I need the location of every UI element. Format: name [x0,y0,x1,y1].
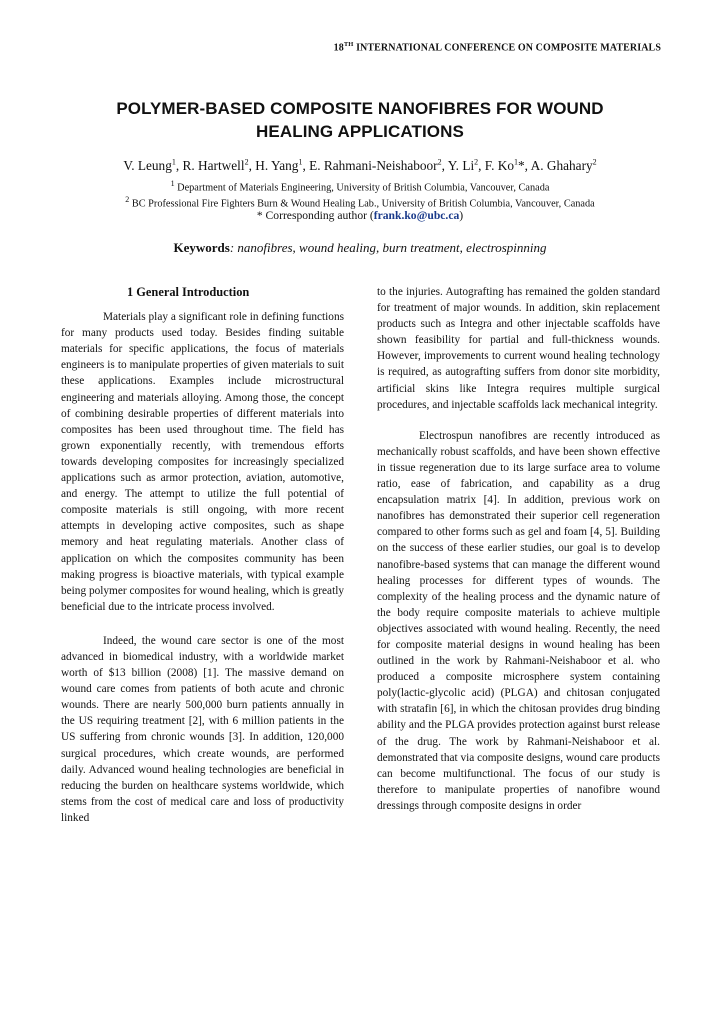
author-name: A. Ghahary [530,158,593,174]
affiliation-2 [0,195,720,209]
author-separator: , [441,158,448,174]
author [448,158,485,173]
author [255,158,309,173]
affiliation-mark: 2 [125,195,130,204]
paragraph-electrospun: Electrospun nanofibres are recently introduced as mechanically robust scaffolds, and have been shown effective in tissue regeneration due to its large surface area to volume ratio, ease of fabrication, and capability as a drug encapsulation matrix [4]. In addition, previous work on nanofibres has demonstrated their superior cell regeneration compared to other forms such as gel and foam [4, 5]. Building on the success of these earlier studies, our goal is to develop nanofibre-based systems that can manage the different wound healing processes for different types of wounds. The complexity of the healing process and the dynamic nature of the body require composite materials to achieve multiple objectives associated with wound healing. Recently, the need for composite material designs in wound healing has been outlined in the work by Rahmani-Neishaboor et al. who produced a composite microsphere system containing poly(lactic-glycolic acid) (PLGA) and chitosan conjugated with stratafin [6], in which the chitosan provides drug binding ability and the PLGA provides protection against burst release of the drug. The work by Rahmani-Neishaboor et al. demonstrated that via composite designs, wound care products can become multifunctional. The focus of our study is therefore to manipulate properties of nanofibre wound dressings through composite designs in order [377,429,660,812]
author-name: V. Leung [123,158,172,174]
corresponding-email-link[interactable]: frank.ko@ubc.ca [373,209,460,222]
author-name: E. Rahmani-Neishaboor [309,158,438,174]
affiliation-mark: 1 [170,179,175,188]
paragraph-materials: Materials play a significant role in defining functions for many products used today. Besides finding suitable materials for specific applications, the focus of materials engineers is to manipulate properties of given materials to suit these applications. Examples include microstructural engineering and materials alloying. Among those, the concept of combining desirable properties of different materials into composites has been used throughout time. The field has grown exponentially recently, with tremendous efforts towards developing composites for increasingly specialized applications such as armor protection, aviation, automotive, and energy. The attempt to utilize the full potential of composite materials is still ongoing, with more recent attempts in developing active composites, such as shape memory and heat regulating materials. Another class of application on which the composites community has been making progress is bioactive materials, with typical example being polymer composites for wound healing, which is greatly beneficial due to the intricate process involved. [61,311,344,613]
author-separator: , [175,158,183,174]
keywords-text: : nanofibres, wound healing, burn treatment, electrospinning [229,240,547,255]
corresponding-suffix: ) [459,209,464,222]
paragraph-spacer [377,413,660,428]
author-affiliation-mark: 2 [592,158,597,167]
conference-name: INTERNATIONAL CONFERENCE ON COMPOSITE MATERIALS [353,42,661,54]
affiliation-text: Department of Materials Engineering, University of British Columbia, Vancouver, Canada [174,182,550,194]
right-column [377,284,660,814]
author-affiliation-mark: 1 [171,158,176,167]
affiliation-text: BC Professional Fire Fighters Burn & Wound Healing Lab., University of British Columbia, Vancouver, Canada [129,198,595,210]
paragraph-spacer [61,615,344,633]
author-name: H. Yang [255,158,299,174]
author [309,158,448,173]
author-separator: , [248,158,256,174]
author-separator: *, [518,158,531,174]
affiliation-1 [0,179,720,193]
paragraph-wound-care: Indeed, the wound care sector is one of the most advanced in biomedical industry, with a worldwide market worth of $13 billion (2008) [1]. The massive demand on wound care comes from patients of both acute and chronic wounds. There are nearly 500,000 burn patients annually in the US requiring treatment [2], with 6 million patients in the US suffering from chronic wounds [3]. In addition, 120,000 surgical procedures, which create wounds, are performed daily. Advanced wound healing technologies are beneficial in reducing the burden on healthcare systems worldwide, which stems from the cost of medical care and loss of productivity linked [61,634,344,824]
author-separator: , [478,158,485,174]
paper-title-line-2: HEALING APPLICATIONS [256,122,464,141]
author-list [0,158,720,174]
conference-header [0,41,661,53]
left-column [61,284,344,826]
author-affiliation-mark: 2 [437,158,442,167]
paragraph-autografting: to the injuries. Autografting has remained the golden standard for treatment of major wounds. In addition, skin replacement products such as Integra and other injectable scaffolds have shown feasibility for partial and full-thickness wounds. However, improvements to current wound healing technology is required, as autografting suffers from donor site morbidity, artificial skins like Integra requires multiple surgical procedures, and injectable scaffolds lack mechanical integrity. [377,286,660,411]
author-affiliation-mark: 2 [474,158,479,167]
section-heading: 1 General Introduction [127,285,250,299]
corresponding-prefix: * Corresponding author ( [256,209,374,222]
keywords-label: Keywords [173,240,230,255]
paper-title-line-1: POLYMER-BASED COMPOSITE NANOFIBRES FOR WOUND [116,99,604,118]
author-affiliation-mark: 2 [244,158,249,167]
author [485,158,531,173]
author-affiliation-mark: 1 [514,158,519,167]
corresponding-author [0,209,720,222]
author [183,158,256,173]
author-affiliation-mark: 1 [298,158,303,167]
author-name: F. Ko [484,158,515,174]
author-name: Y. Li [447,158,475,174]
author [531,158,597,173]
paper-title [60,97,660,143]
author [123,158,182,173]
keywords [0,240,720,256]
author-separator: , [302,158,310,174]
author-name: R. Hartwell [182,158,245,174]
conference-number-suffix: TH [343,41,354,48]
conference-number: 18 [333,42,344,54]
